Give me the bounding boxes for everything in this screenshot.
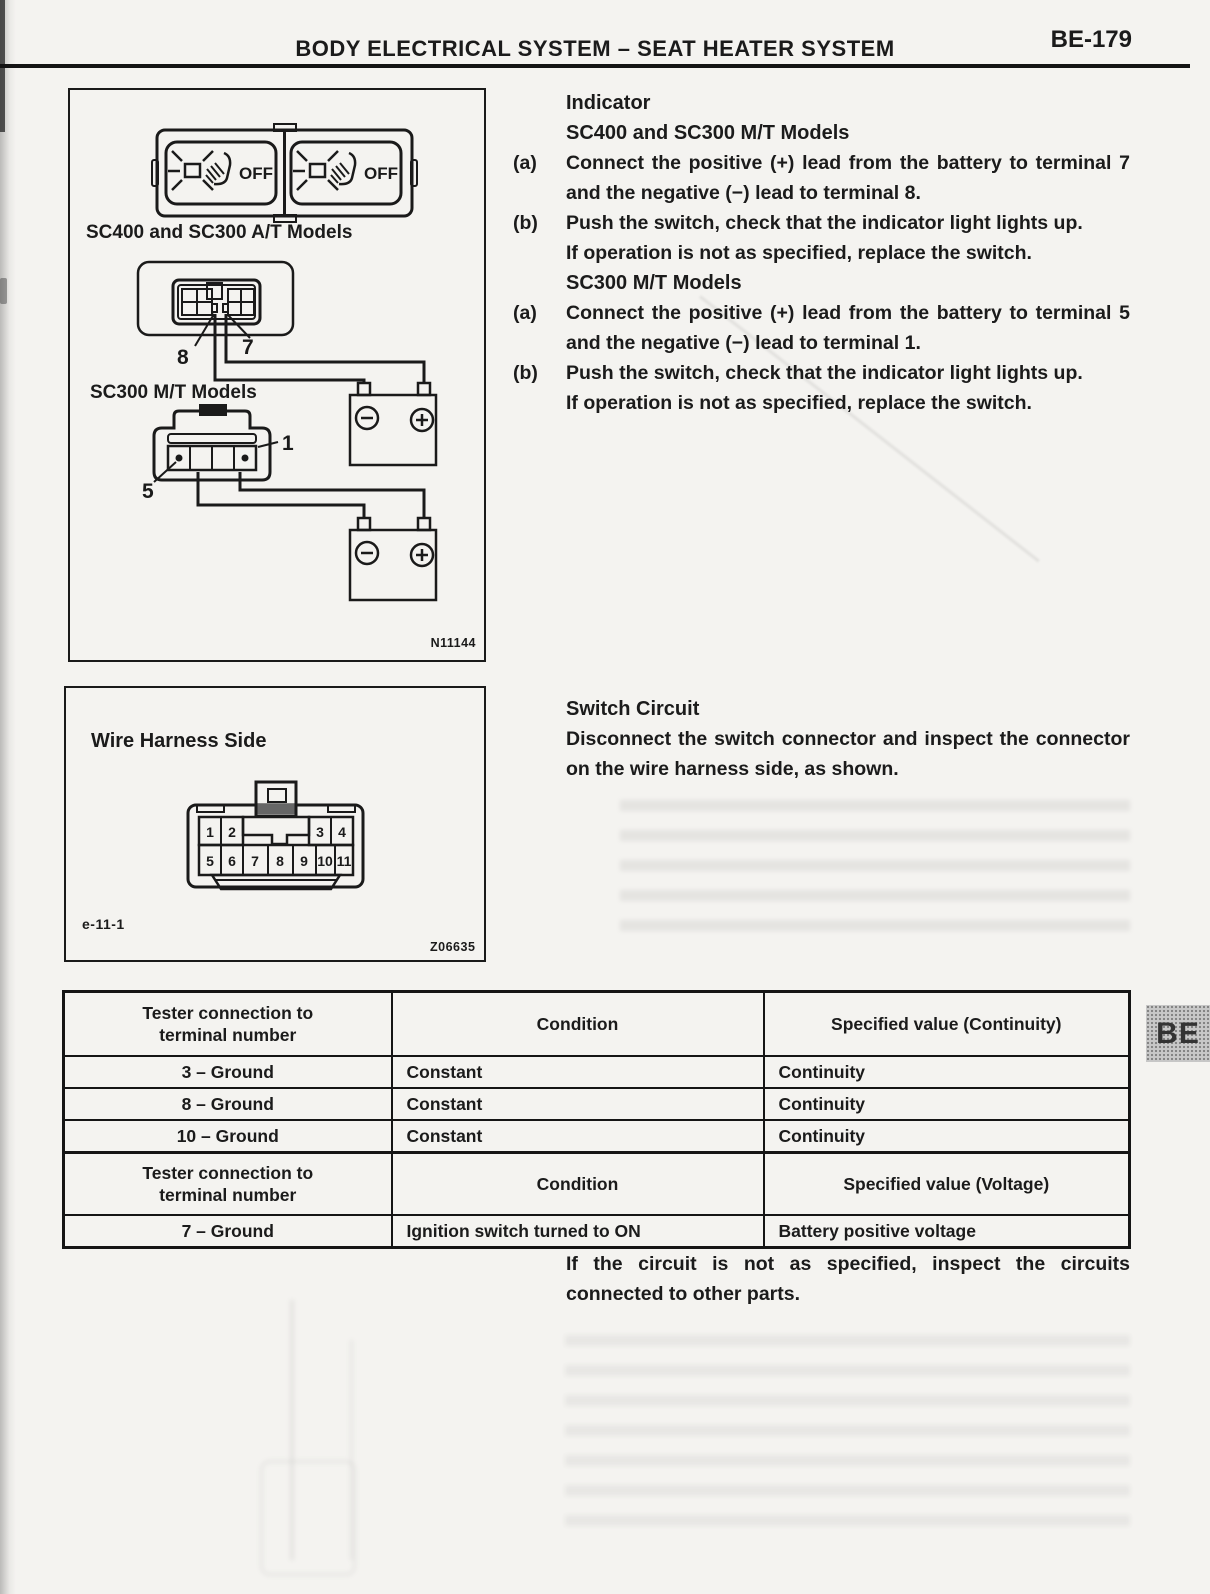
indicator-lamp-icon [310, 164, 325, 177]
mt-switch-connector-drawing [154, 404, 270, 480]
inspection-table [62, 990, 1131, 1249]
pin-3: 3 [316, 824, 324, 840]
pin-8: 8 [276, 853, 284, 869]
value-cell: Continuity [764, 1120, 1130, 1153]
figure-code: Z06635 [430, 940, 476, 954]
seat-heater-icon [206, 153, 230, 184]
pin-11: 11 [336, 853, 352, 869]
value-cell: Battery positive voltage [764, 1215, 1130, 1248]
footer-note: If the circuit is not as specified, inspect the circuits connected to other parts. [566, 1253, 1130, 1305]
terminal-1-label: 1 [282, 432, 294, 455]
condition-cell: Constant [392, 1056, 764, 1088]
figure-indicator-check [68, 88, 486, 662]
value-cell: Continuity [764, 1056, 1130, 1088]
indicator-check-drawing [70, 90, 484, 660]
terminal-cell: 10 – Ground [64, 1120, 392, 1153]
continuity-header-row [64, 992, 1130, 1057]
section-title: Switch Circuit [566, 698, 700, 720]
pin-1: 1 [206, 824, 214, 840]
step-b [513, 358, 1130, 388]
step-label: (a) [513, 302, 537, 324]
section-thumb-tab: BE [1146, 1005, 1210, 1062]
switch-off-label: OFF [364, 164, 398, 183]
value-cell: Continuity [764, 1088, 1130, 1120]
pin-5: 5 [206, 853, 214, 869]
pin-10: 10 [317, 853, 333, 869]
terminal-cell: 7 – Ground [64, 1215, 392, 1248]
step-label: (a) [513, 152, 537, 174]
figure-title: Wire Harness Side [91, 730, 267, 752]
terminal-cell: 8 – Ground [64, 1088, 392, 1120]
replace-note: If operation is not as specified, replace the switch. [566, 242, 1032, 264]
step-text: Push the switch, check that the indicator light lights up. [566, 212, 1083, 234]
col-header: Specified value (Continuity) [764, 992, 1130, 1057]
col-header: Condition [392, 1153, 764, 1216]
terminal-8-label: 8 [177, 346, 189, 369]
header-rule [0, 64, 1190, 68]
battery-icon [350, 383, 436, 465]
subsection-heading: SC300 M/T Models [566, 272, 742, 294]
step-b [513, 208, 1130, 238]
table-row [64, 1056, 1130, 1088]
connector-drawing [66, 688, 484, 960]
battery-icon [350, 518, 436, 600]
subsection-heading: SC400 and SC300 M/T Models [566, 122, 850, 144]
scan-edge-shadow [0, 0, 16, 1594]
figure-wire-harness-connector [64, 686, 486, 962]
step-a [513, 298, 1130, 358]
switch-circuit-section [513, 694, 1130, 784]
scan-bleed-artifact [620, 800, 1130, 950]
scan-bleed-figure [140, 1280, 530, 1580]
page-header-title: BODY ELECTRICAL SYSTEM – SEAT HEATER SYSTEM [295, 36, 895, 61]
section-body: Disconnect the switch connector and inspect the connector on the wire harness side, as shown. [566, 728, 1130, 780]
footer-note-section [513, 1249, 1130, 1309]
col-header: Tester connection to terminal number [142, 1003, 314, 1045]
pin-numbers [206, 824, 352, 869]
table-row [64, 1088, 1130, 1120]
step-label: (b) [513, 212, 538, 234]
connector-body [188, 782, 363, 889]
pin-2: 2 [228, 824, 236, 840]
terminal-1-leader-line [258, 442, 278, 447]
pin-7: 7 [251, 853, 259, 869]
heater-switch-button-left [168, 151, 273, 190]
condition-cell: Ignition switch turned to ON [392, 1215, 764, 1248]
terminal-7-label: 7 [242, 336, 254, 359]
step-text: Connect the positive (+) lead from the battery to terminal 5 and the negative (−) lead to terminal 1. [566, 302, 1130, 354]
terminal-cell: 3 – Ground [64, 1056, 392, 1088]
table-row [64, 1120, 1130, 1153]
caption-at-models: SC400 and SC300 A/T Models [86, 222, 353, 243]
condition-cell: Constant [392, 1088, 764, 1120]
replace-note: If operation is not as specified, replace the switch. [566, 392, 1032, 414]
pin-4: 4 [338, 824, 346, 840]
condition-cell: Constant [392, 1120, 764, 1153]
figure-code: N11144 [430, 636, 476, 650]
connector-code: e-11-1 [82, 916, 125, 932]
step-text: Connect the positive (+) lead from the battery to terminal 7 and the negative (−) lead to terminal 8. [566, 152, 1130, 204]
section-title: Indicator [566, 92, 651, 114]
col-header: Condition [392, 992, 764, 1057]
step-text: Push the switch, check that the indicator light lights up. [566, 362, 1083, 384]
step-label: (b) [513, 362, 538, 384]
seat-heater-icon [331, 153, 355, 184]
col-header: Specified value (Voltage) [764, 1153, 1130, 1216]
indicator-lamp-icon [185, 164, 200, 177]
connector-latch-tab [199, 404, 227, 416]
indicator-section [513, 88, 1130, 418]
scan-edge-mark [0, 278, 7, 304]
pin-6: 6 [228, 853, 236, 869]
switch-off-label: OFF [239, 164, 273, 183]
scan-bleed-artifact [565, 1335, 1130, 1545]
step-a [513, 148, 1130, 208]
voltage-header-row [64, 1153, 1130, 1216]
col-header: Tester connection to terminal number [142, 1163, 314, 1205]
page-number: BE-179 [1050, 26, 1132, 53]
terminal-5-label: 5 [142, 480, 154, 503]
table-row [64, 1215, 1130, 1248]
pin-9: 9 [300, 853, 308, 869]
caption-mt-models: SC300 M/T Models [90, 382, 257, 403]
latch-halftone-band [258, 804, 295, 814]
heater-switch-button-right [293, 151, 398, 190]
